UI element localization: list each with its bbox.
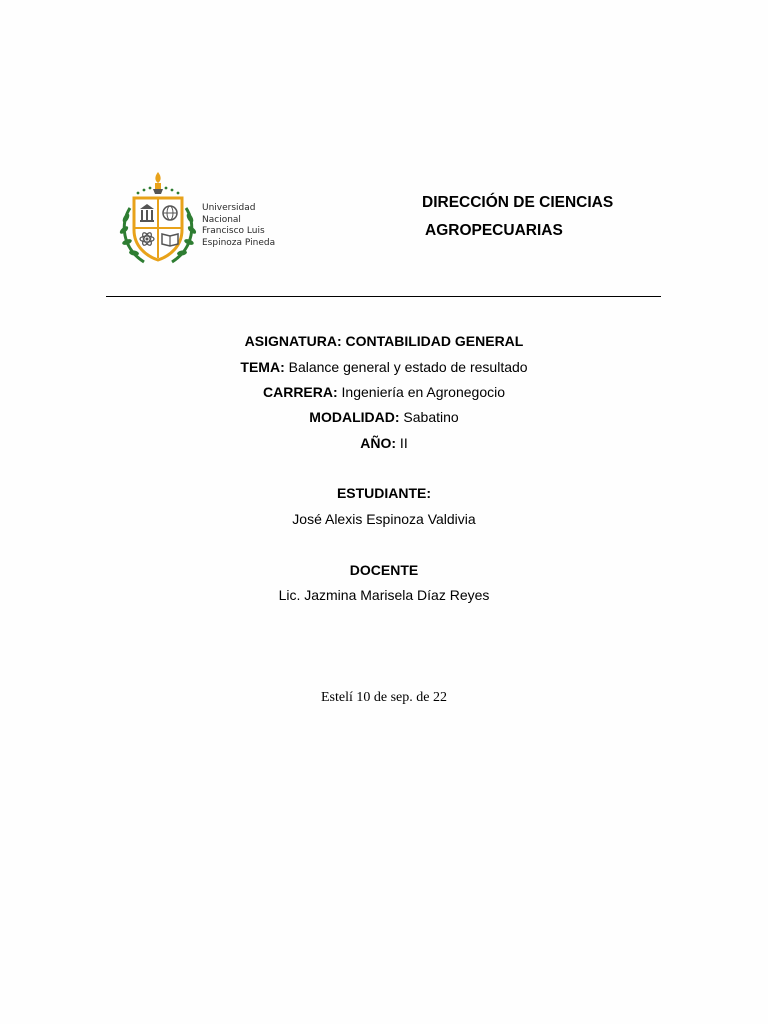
university-name-line: Espinoza Pineda — [202, 237, 276, 248]
tema-value: Balance general y estado de resultado — [284, 359, 528, 375]
docente-name: Lic. Jazmina Marisela Díaz Reyes — [278, 587, 490, 603]
department-title-line2: AGROPECUARIAS — [425, 222, 563, 239]
university-logo — [110, 168, 286, 272]
docente-label: DOCENTE — [349, 562, 419, 578]
modalidad-line — [0, 409, 768, 426]
modalidad-value: Sabatino — [399, 409, 459, 425]
modalidad-label: MODALIDAD: — [309, 409, 400, 425]
anio-label: AÑO: — [360, 435, 397, 451]
docente-heading — [0, 562, 768, 579]
estudiante-label: ESTUDIANTE: — [336, 485, 432, 501]
tema-label: TEMA: — [240, 359, 285, 375]
anio-line — [0, 435, 768, 452]
document-date: Estelí 10 de sep. de 22 — [321, 690, 447, 705]
department-title-line1: DIRECCIÓN DE CIENCIAS — [422, 194, 614, 211]
tema-line — [0, 359, 768, 376]
university-name — [202, 203, 275, 249]
university-name-line: Nacional — [202, 214, 241, 225]
department-title — [422, 189, 613, 245]
estudiante-heading — [0, 485, 768, 502]
carrera-value: Ingeniería en Agronegocio — [337, 384, 506, 400]
university-crest-icon — [110, 168, 200, 272]
university-name-line: Universidad — [202, 203, 256, 213]
carrera-line — [0, 384, 768, 401]
header-divider — [106, 296, 661, 297]
estudiante-name: José Alexis Espinoza Valdivia — [292, 511, 476, 527]
university-name-line: Francisco Luis — [202, 226, 265, 236]
carrera-label: CARRERA: — [262, 384, 338, 400]
asignatura-line — [0, 333, 768, 350]
asignatura-text: ASIGNATURA: CONTABILIDAD GENERAL — [244, 333, 524, 349]
anio-value: II — [396, 435, 408, 451]
